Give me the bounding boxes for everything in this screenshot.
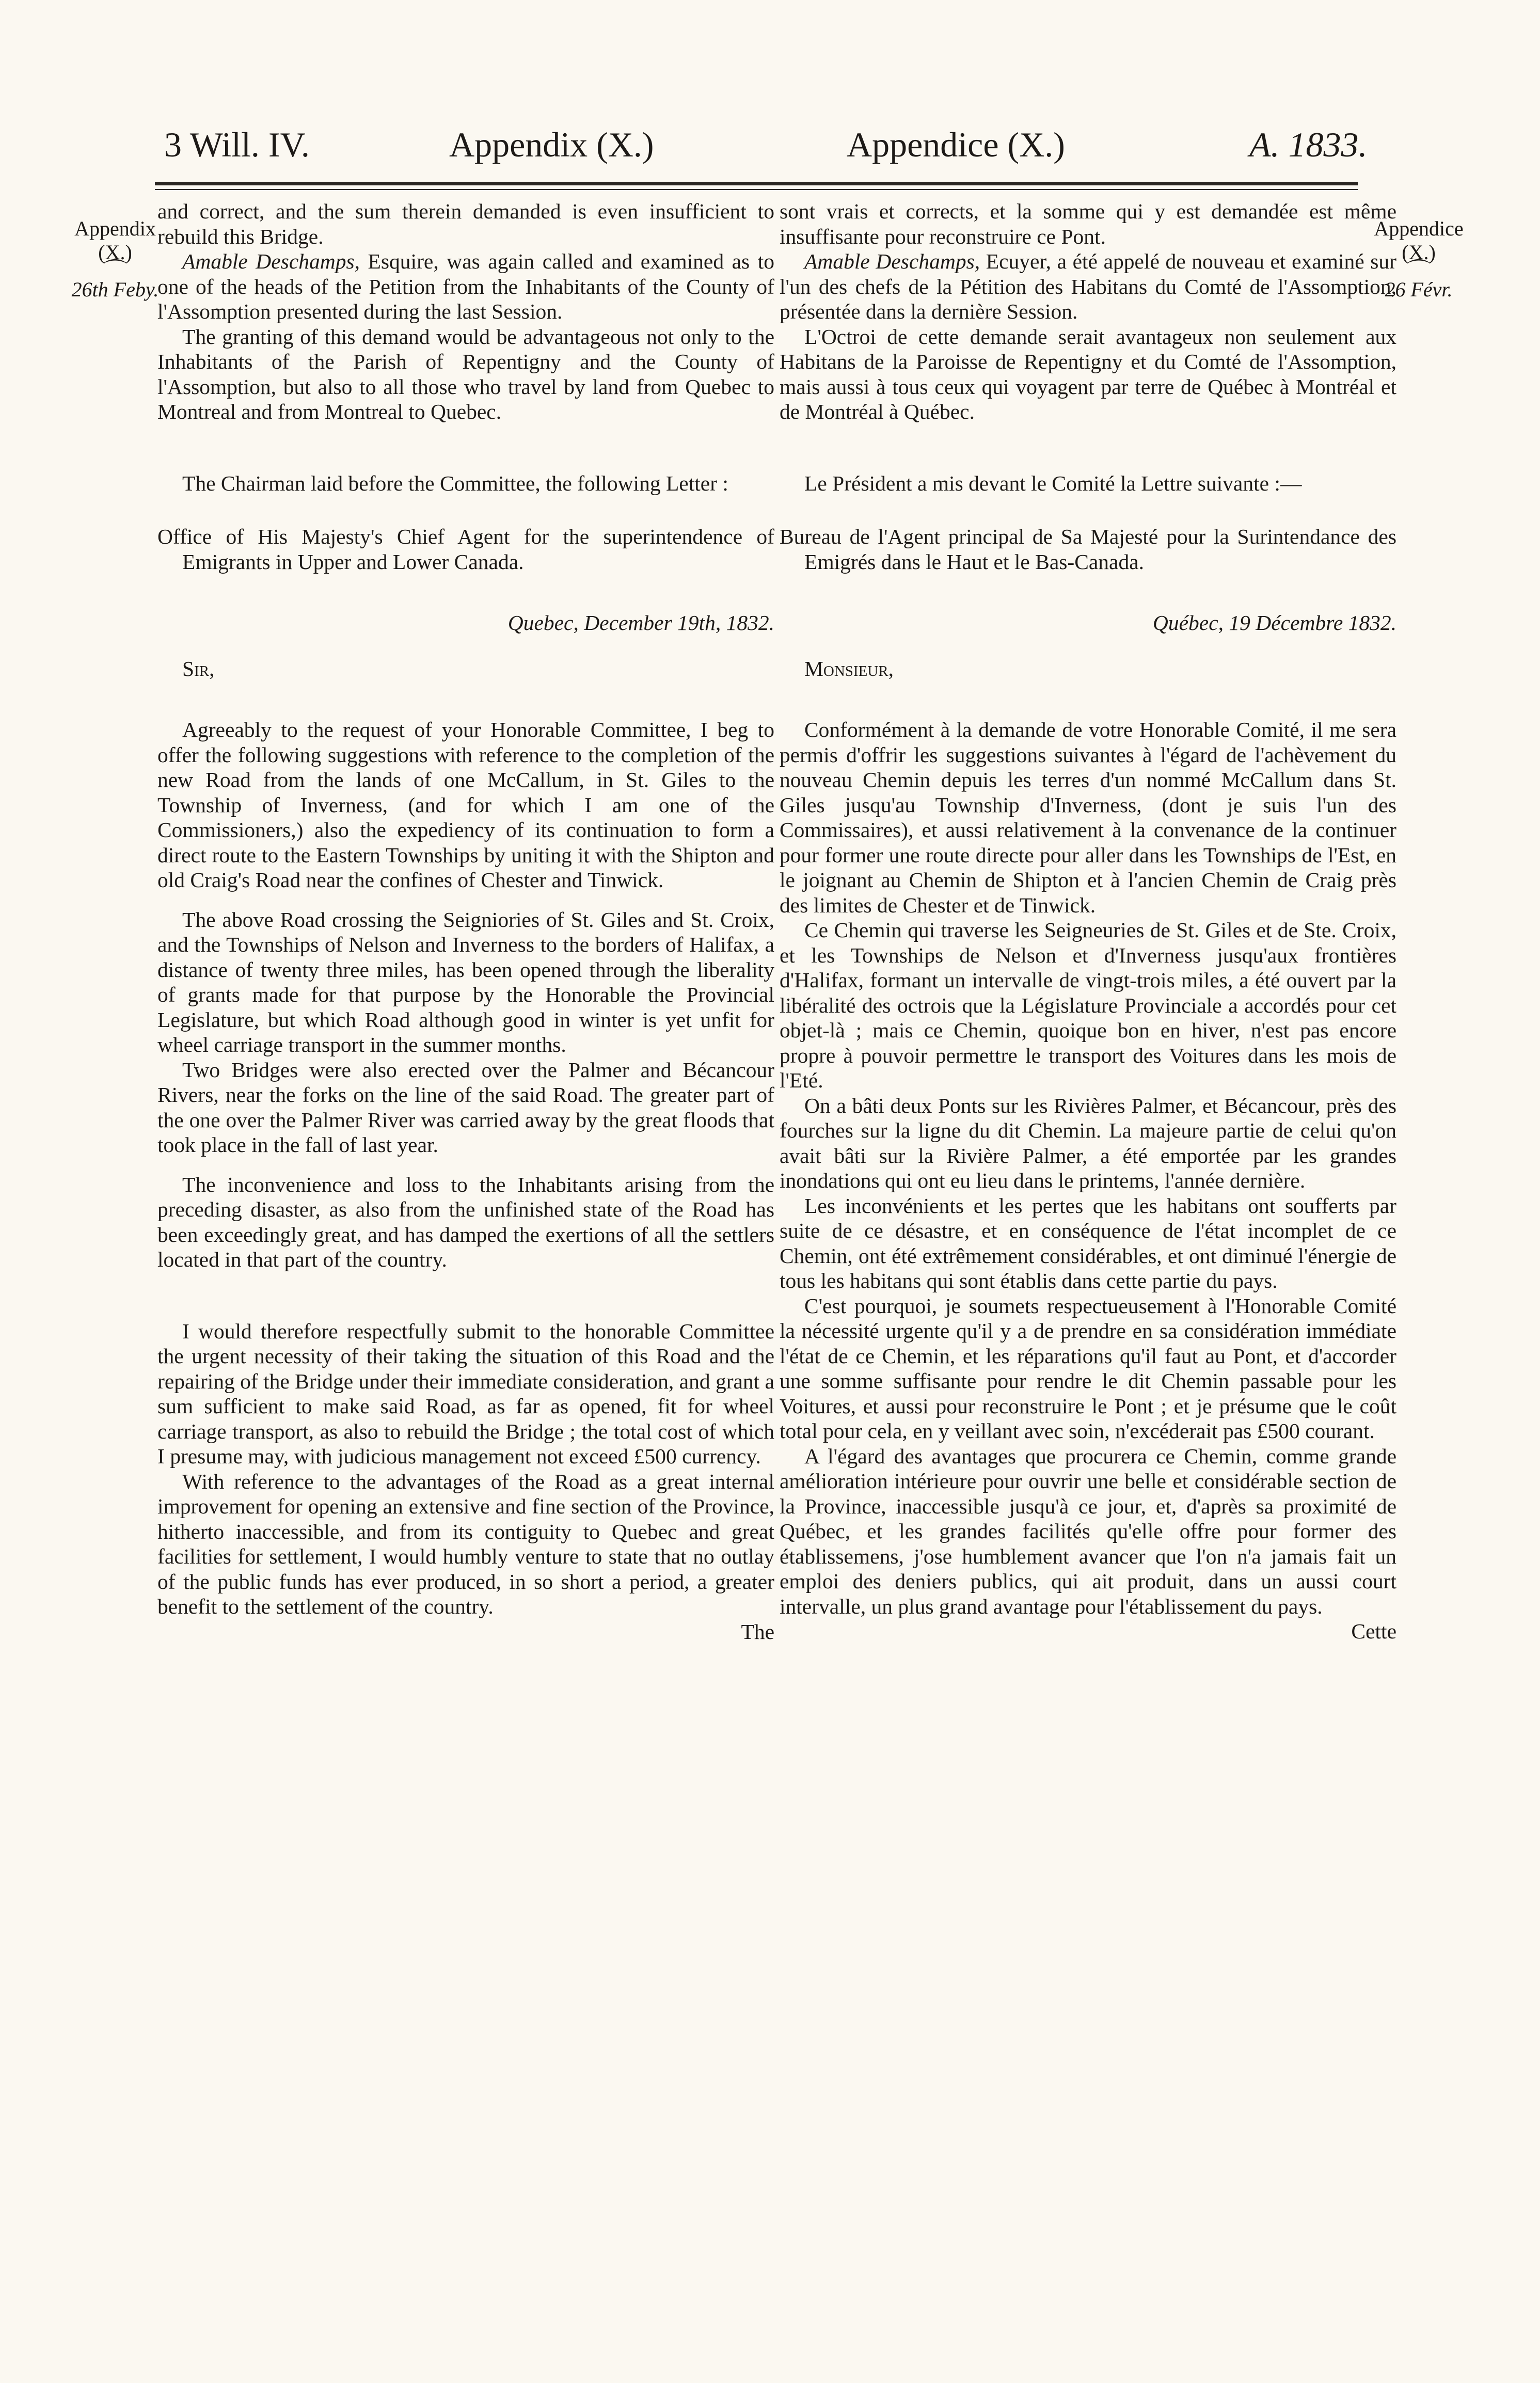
header-rule-thin (155, 189, 1358, 190)
letter-paragraph: The inconvenience and loss to the Inhabitants arising from the preceding disaster, as also from the unfinished state of the Road has been exceedingly great, and has damped the exertions of all the settlers located in that part of the country. (157, 1172, 774, 1271)
paragraph-text: Esquire, was again called and examined as to one of the heads of the Petition from the Inhabitants of the County of l'Assomption presented during the last Session. (157, 249, 774, 323)
letter-paragraph: I would therefore respectfully submit to the honorable Committee the urgent necessity of their taking the situation of this Road and the repairing of the Bridge under their immediate consideration, and grant a sum sufficient to make said Road, as far as opened, fit for wheel carriage transport, as also to rebuild the Bridge ; the total cost of which I presume may, with judicious management not exceed £500 currency. (157, 1319, 775, 1468)
letter-paragraph: Two Bridges were also erected over the Palmer and Bécancour Rivers, near the forks on the line of the said Road. The greater part of the one over the Palmer River was carried away by the great floods that took place in the fall of last year. (157, 1058, 774, 1157)
margin-sub: (X.) (1402, 241, 1436, 264)
letter-paragraph: With reference to the advantages of the Road as a great internal improvement for opening an extensive and fine section of the Province, hitherto inaccessible, and from its contiguity to Quebec and great facilities for settlement, I would humbly venture to state that no outlay of the public funds has ever produced, in so short a period, a greater benefit to the settlement of the country. (157, 1469, 774, 1618)
witness-name: Amable Deschamps, (804, 249, 980, 273)
letter-heading: Bureau de l'Agent principal de Sa Majesté pour la Surintendance des Emigrés dans le Haut et le Bas-Canada. (780, 525, 1396, 574)
english-column (157, 199, 774, 1644)
paragraph: The granting of this demand would be advantageous not only to the Inhabitants of the Parish of Repentigny and the County of l'Assomption, but also to all those who travel by land from Quebec to Montreal and from Montreal to Quebec. (157, 324, 774, 423)
margin-brace: ⌒ (1407, 258, 1430, 283)
running-header (0, 121, 1540, 168)
left-title: Appendix (X.) (449, 125, 654, 164)
margin-label: Appendix (74, 217, 156, 240)
letter-paragraph: C'est pourquoi, je soumets respectueusement à l'Honorable Comité la nécessité urgente qu'il y a de prendre en sa considération immédiate l'état de ce Chemin, et les réparations qu'il faut au Pont, et d'accorder une somme suffisante pour rendre le dit Chemin passable pour les Voitures, et aussi pour reconstruire le Pont ; et je présume que le coût total pour cela, en y veillant avec soin, n'excéderait pas £500 courant. (780, 1293, 1396, 1443)
margin-sub: (X.) (98, 241, 132, 264)
margin-brace: ⌒ (104, 258, 126, 283)
salutation: Sir, (182, 656, 215, 681)
dateline: Quebec, December 19th, 1832. (507, 611, 774, 635)
paragraph: The Chairman laid before the Committee, the following Letter : (182, 471, 728, 495)
letter-paragraph: Les inconvénients et les pertes que les habitans ont soufferts par suite de ce désastre, et en conséquence de l'état incomplet de ce Chemin, ont été extrêmement considérables, et ont diminué l'énergie de tous les habitans qui sont établis dans cette partie du pays. (780, 1193, 1396, 1292)
dateline: Québec, 19 Décembre 1832. (1152, 611, 1396, 635)
paragraph: and correct, and the sum therein demanded is even insufficient to rebuild this Bridge. (157, 199, 774, 248)
letter-paragraph: A l'égard des avantages que procurera ce Chemin, comme grande amélioration intérieure pour ouvrir une belle et considérable section de la Province, inaccessible jusqu'à ce jour, et, d'après sa proximité de Québec, et les grandes facilités qu'elle offre pour former des établissemens, j'ose humblement avancer que l'on n'a jamais fait un emploi des deniers publics, qui ait produit, dans un aussi court intervalle, un plus grand avantage pour l'établissement du pays. (780, 1444, 1396, 1618)
catchword: The (741, 1619, 774, 1644)
margin-date: 26 Févr. (1385, 278, 1453, 301)
salutation: Monsieur, (804, 656, 894, 681)
french-column (780, 199, 1396, 1644)
letter-paragraph: On a bâti deux Ponts sur les Rivières Palmer, et Bécancour, près des fourches sur la ligne du dit Chemin. La majeure partie de celui qu'on avait bâti sur la Rivière Palmer, a été emportée par les grandes inondations qui ont eu lieu dans le printems, l'année dernière. (780, 1093, 1396, 1192)
paragraph: Le Président a mis devant le Comité la Lettre suivante :— (804, 471, 1302, 495)
margin-date: 26th Feby. (71, 278, 159, 301)
letter-paragraph: Ce Chemin qui traverse les Seigneuries de St. Giles et de Ste. Croix, et les Townships de Nelson et d'Inverness jusqu'aux frontières d'Halifax, formant un intervalle de vingt-trois miles, a été ouvert par la libéralité des octrois que la Législature Provinciale a accordés pour cet objet-là ; mais ce Chemin, quoique bon en hiver, n'est pas encore propre à pouvoir permettre le transport des Voitures dans les mois de l'Eté. (780, 918, 1396, 1092)
paragraph: L'Octroi de cette demande serait avantageux non seulement aux Habitans de la Paroisse de Repentigny et du Comté de l'Assomption, mais aussi à tous ceux qui voyagent par terre de Québec à Montréal et de Montréal à Québec. (780, 324, 1396, 423)
letter-paragraph: Conformément à la demande de votre Honorable Comité, il me sera permis d'offrir les suggestions suivantes à l'égard de l'achèvement du nouveau Chemin depuis les terres d'un nommé McCallum dans St. Giles jusqu'au Township d'Inverness, (dont je suis l'un des Commissaires), et aussi relativement à la convenance de la continuer pour former une route directe pour aller dans les Townships de l'Est, en le joignant au Chemin de Shipton et à l'ancien Chemin de Craig près des limites de Chester et de Tinwick. (780, 718, 1396, 917)
letter-heading: Office of His Majesty's Chief Agent for the superintendence of Emigrants in Upper and Lower Canada. (157, 525, 774, 574)
letter-paragraph: Agreeably to the request of your Honorable Committee, I beg to offer the following suggestions with reference to the completion of the new Road from the lands of one McCallum, in St. Giles to the Township of Inverness, (and for which I am one of the Commissioners,) also the expediency of its continuation to form a direct route to the Eastern Townships by uniting it with the Shipton and old Craig's Road near the confines of Chester and Tinwick. (157, 718, 774, 892)
catchword: Cette (1351, 1619, 1396, 1643)
paragraph (157, 249, 774, 324)
paragraph-text: Ecuyer, a été appelé de nouveau et examiné sur l'un des chefs de la Pétition des Habitans du Comté de l'Assomption, présentée dans la dernière Session. (780, 249, 1396, 323)
margin-label: Appendice (1374, 217, 1464, 240)
left-margin-note (66, 217, 164, 302)
right-title: Appendice (X.) (847, 125, 1065, 164)
paragraph: sont vrais et corrects, et la somme qui y est demandée est même insuffisante pour reconstruire ce Pont. (780, 199, 1396, 248)
paragraph (780, 249, 1396, 324)
letter-paragraph: The above Road crossing the Seigniories of St. Giles and St. Croix, and the Townships of Nelson and Inverness to the borders of Halifax, a distance of twenty three miles, has been opened through the liberality of grants made for that purpose by the Honorable the Provincial Legislature, but which Road although good in winter is yet unfit for wheel carriage transport in the summer months. (157, 907, 774, 1056)
header-rule-thick (155, 182, 1358, 185)
witness-name: Amable Deschamps, (182, 249, 360, 273)
regnal-year: 3 Will. IV. (164, 125, 310, 164)
year: A. 1833. (1249, 125, 1368, 164)
